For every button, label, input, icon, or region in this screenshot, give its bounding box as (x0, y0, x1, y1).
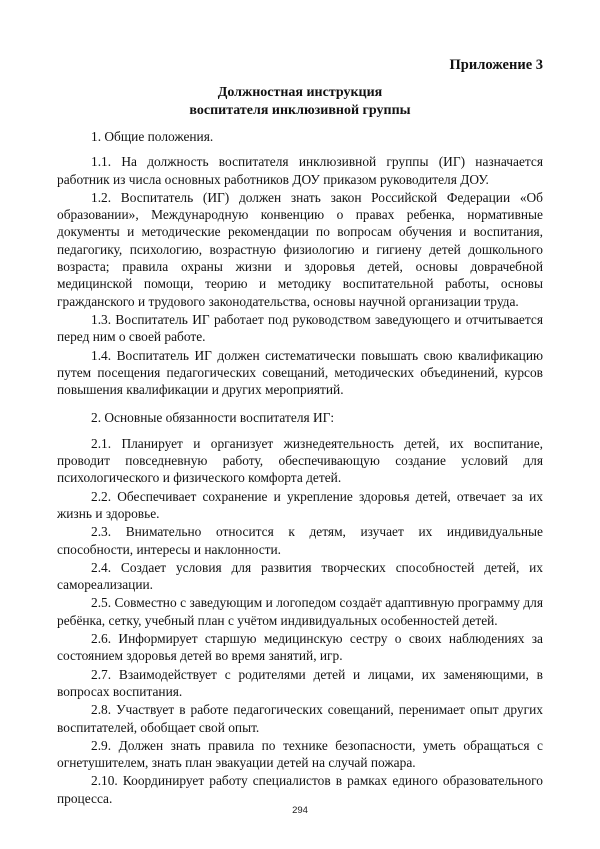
appendix-label: Приложение 3 (449, 57, 543, 73)
title-line-2: воспитателя инклюзивной группы (189, 103, 411, 118)
title-line-1: Должностная инструкция (217, 85, 383, 100)
document-body (57, 128, 543, 807)
section-2-heading: 2. Основные обязанности воспитателя ИГ: (91, 410, 335, 426)
paragraph-2-9: 2.9. Должен знать правила по технике безопасности, уметь обращаться с огнетушителем, знать план эвакуации детей на случай пожара. (57, 737, 543, 771)
paragraph-1-3: 1.3. Воспитатель ИГ работает под руководством заведующего и отчитывается перед ним о своей работе. (57, 311, 543, 345)
paragraph-2-8: 2.8. Участвует в работе педагогических совещаний, перенимает опыт других воспитателей, обобщает свой опыт. (57, 702, 543, 735)
section-1-heading: 1. Общие положения. (91, 129, 214, 144)
document-title (0, 84, 600, 120)
paragraph-2-3: 2.3. Внимательно относится к детям, изучает их индивидуальные способности, интересы и наклонности. (57, 524, 543, 557)
paragraph-2-4: 2.4. Создает условия для развития творческих способностей детей, их самореализации. (57, 559, 543, 593)
page-number: 294 (292, 805, 308, 816)
paragraph-2-7: 2.7. Взаимодействует с родителями детей и лицами, их заменяющими, в вопросах воспитания. (57, 666, 543, 699)
paragraph-2-1: 2.1. Планирует и организует жизнедеятельность детей, их воспитание, проводит повседневную работу, обеспечивающую создание условий для психологического и физического комфорта детей. (57, 435, 543, 486)
paragraph-2-6: 2.6. Информирует старшую медицинскую сестру о своих наблюдениях за состоянием здоровья детей во время занятий, игр. (57, 631, 543, 664)
paragraph-1-4: 1.4. Воспитатель ИГ должен систематически повышать свою квалификацию путем посещения педагогических совещаний, методических объединений, курсов повышения квалификации и других мероприятий. (57, 347, 543, 398)
paragraph-2-5: 2.5. Совместно с заведующим и логопедом создаёт адаптивную программу для ребёнка, сетку, учебный план с учётом индивидуальных особенностей детей. (57, 595, 543, 628)
paragraph-2-10: 2.10. Координирует работу специалистов в рамках единого образовательного процесса. (57, 773, 543, 806)
paragraph-1-2: 1.2. Воспитатель (ИГ) должен знать закон Российской Федерации «Об образовании», Международную конвенцию о правах ребенка, нормативные документы и методические рекомендации по вопросам обучения и воспитания, педагогику, психологию, возрастную физиологию и гигиену детей дошкольного возраста; правила охраны жизни и здоровья детей, основы доврачебной медицинской помощи, теорию и методику воспитательной работы, основы гражданского и трудового законодательства, основы научной организации труда. (57, 189, 543, 309)
paragraph-2-2: 2.2. Обеспечивает сохранение и укрепление здоровья детей, отвечает за их жизнь и здоровье. (57, 488, 543, 521)
paragraph-1-1: 1.1. На должность воспитателя инклюзивной группы (ИГ) назначается работник из числа основных работников ДОУ приказом руководителя ДОУ. (57, 154, 543, 187)
